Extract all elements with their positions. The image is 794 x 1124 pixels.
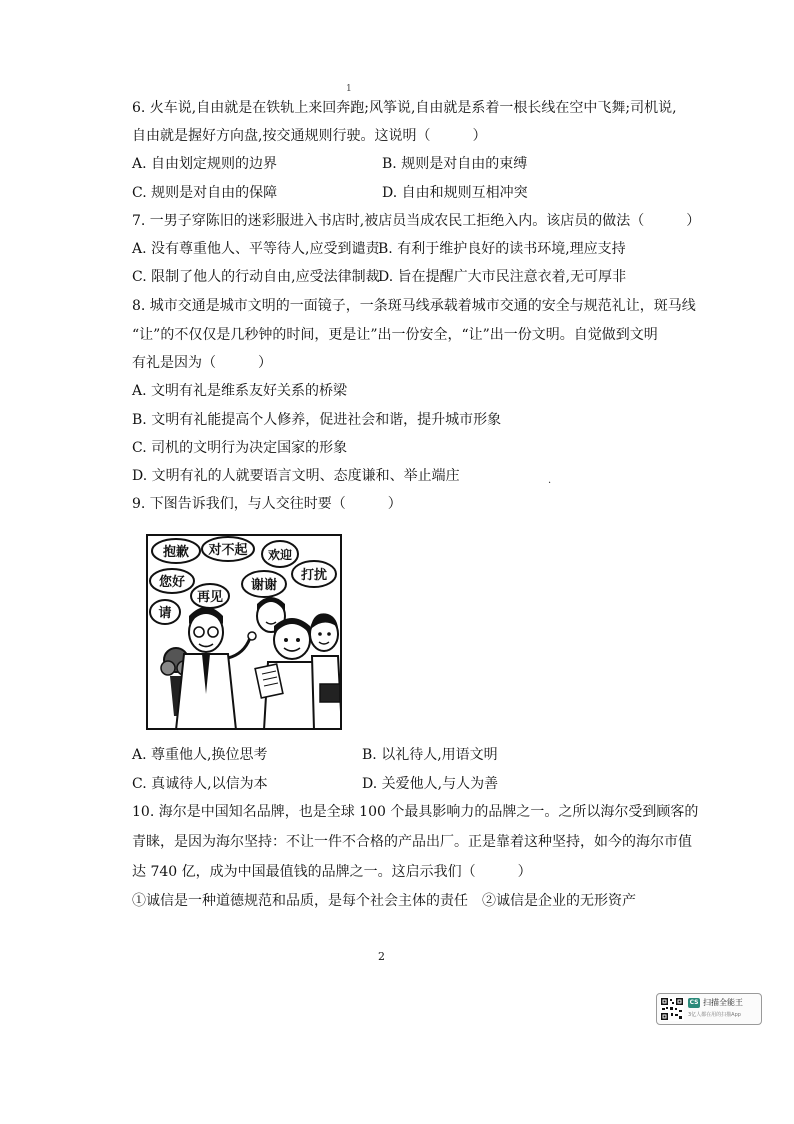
q6-option-c: C. 规则是对自由的保障 <box>132 185 278 201</box>
bubble-word: 欢迎 <box>267 548 293 562</box>
q7-stem-line-1: 7. 一男子穿陈旧的迷彩服进入书店时,被店员当成农民工拒绝入内。该店员的做法（ ） <box>132 213 701 229</box>
q8-stem-line-2: “让”的不仅仅是几秒钟的时间，更是让”出一份安全，“让”出一份文明。自觉做到文明 <box>132 327 658 343</box>
q9-option-b: B. 以礼待人,用语文明 <box>362 747 498 763</box>
q10-stem-line-3: 达 740 亿，成为中国最值钱的品牌之一。这启示我们（ ） <box>132 864 532 880</box>
bubble-word: 谢谢 <box>250 578 278 593</box>
scanner-watermark <box>656 993 762 1025</box>
q8-option-b: B. 文明有礼能提高个人修养，促进社会和谐，提升城市形象 <box>132 412 502 428</box>
q10-stem-line-2: 青睐，是因为海尔坚持：不让一件不合格的产品出厂。正是靠着这种坚持，如今的海尔市值 <box>132 834 692 850</box>
q7-option-c: C. 限制了他人的行动自由,应受法律制裁 <box>132 269 380 285</box>
q7-option-a: A. 没有尊重他人、平等待人,应受到谴责 <box>132 241 380 257</box>
bubble-word: 请 <box>158 606 172 621</box>
q8-option-a: A. 文明有礼是维系友好关系的桥梁 <box>132 383 348 399</box>
q6-stem-line-1: 6. 火车说,自由就是在铁轨上来回奔跑;风筝说,自由就是系着一根长线在空中飞舞;司机说, <box>132 100 677 116</box>
q8-option-d: D. 文明有礼的人就要语言文明、态度谦和、举止端庄 <box>132 468 460 484</box>
q7-option-d: D. 旨在提醒广大市民注意衣着,无可厚非 <box>378 269 627 285</box>
scanner-title: 扫描全能王 <box>703 998 743 1007</box>
q10-stem-line-4: ①诚信是一种道德规范和品质，是每个社会主体的责任 ②诚信是企业的无形资产 <box>132 893 636 909</box>
bubble-word: 您好 <box>158 575 186 590</box>
q9-option-c: C. 真诚待人,以信为本 <box>132 776 268 792</box>
bubble-word: 再见 <box>196 590 224 605</box>
q7-option-b: B. 有利于维护良好的读书环境,理应支持 <box>378 241 626 257</box>
bubble-word: 对不起 <box>208 543 248 558</box>
q6-option-b: B. 规则是对自由的束缚 <box>382 156 528 172</box>
greeting-cartoon <box>146 534 342 730</box>
q6-option-d: D. 自由和规则互相冲突 <box>382 185 528 201</box>
q6-option-a: A. 自由划定规则的边界 <box>132 156 278 172</box>
bubble-word: 打扰 <box>300 568 328 583</box>
q9-stem-line-1: 9. 下图告诉我们，与人交往时要（ ） <box>132 496 402 512</box>
header-mark: 1 <box>346 84 352 94</box>
q8-stem-line-3: 有礼是因为（ ） <box>132 355 272 371</box>
q10-stem-line-1: 10. 海尔是中国知名品牌，也是全球 100 个最具影响力的品牌之一。之所以海尔受到顾客的 <box>132 804 699 820</box>
woman-right <box>310 613 342 730</box>
qr-code-icon <box>660 997 684 1021</box>
q9-option-a: A. 尊重他人,换位思考 <box>132 747 268 763</box>
man-with-glasses <box>176 607 256 730</box>
camscanner-logo-icon: CS <box>689 999 699 1006</box>
q9-option-d: D. 关爱他人,与人为善 <box>362 776 499 792</box>
q8-option-c: C. 司机的文明行为决定国家的形象 <box>132 440 348 456</box>
page-number: 2 <box>378 950 385 963</box>
scanner-subtitle: 3亿人都在用的扫描App <box>688 1012 741 1018</box>
q6-stem-line-2: 自由就是握好方向盘,按交通规则行驶。这说明（ ） <box>132 128 487 144</box>
scan-speck: · <box>548 478 552 489</box>
bubble-word: 抱歉 <box>162 545 190 560</box>
q8-stem-line-1: 8. 城市交通是城市文明的一面镜子，一条斑马线承载着城市交通的安全与规范礼让，斑马线 <box>132 298 696 314</box>
